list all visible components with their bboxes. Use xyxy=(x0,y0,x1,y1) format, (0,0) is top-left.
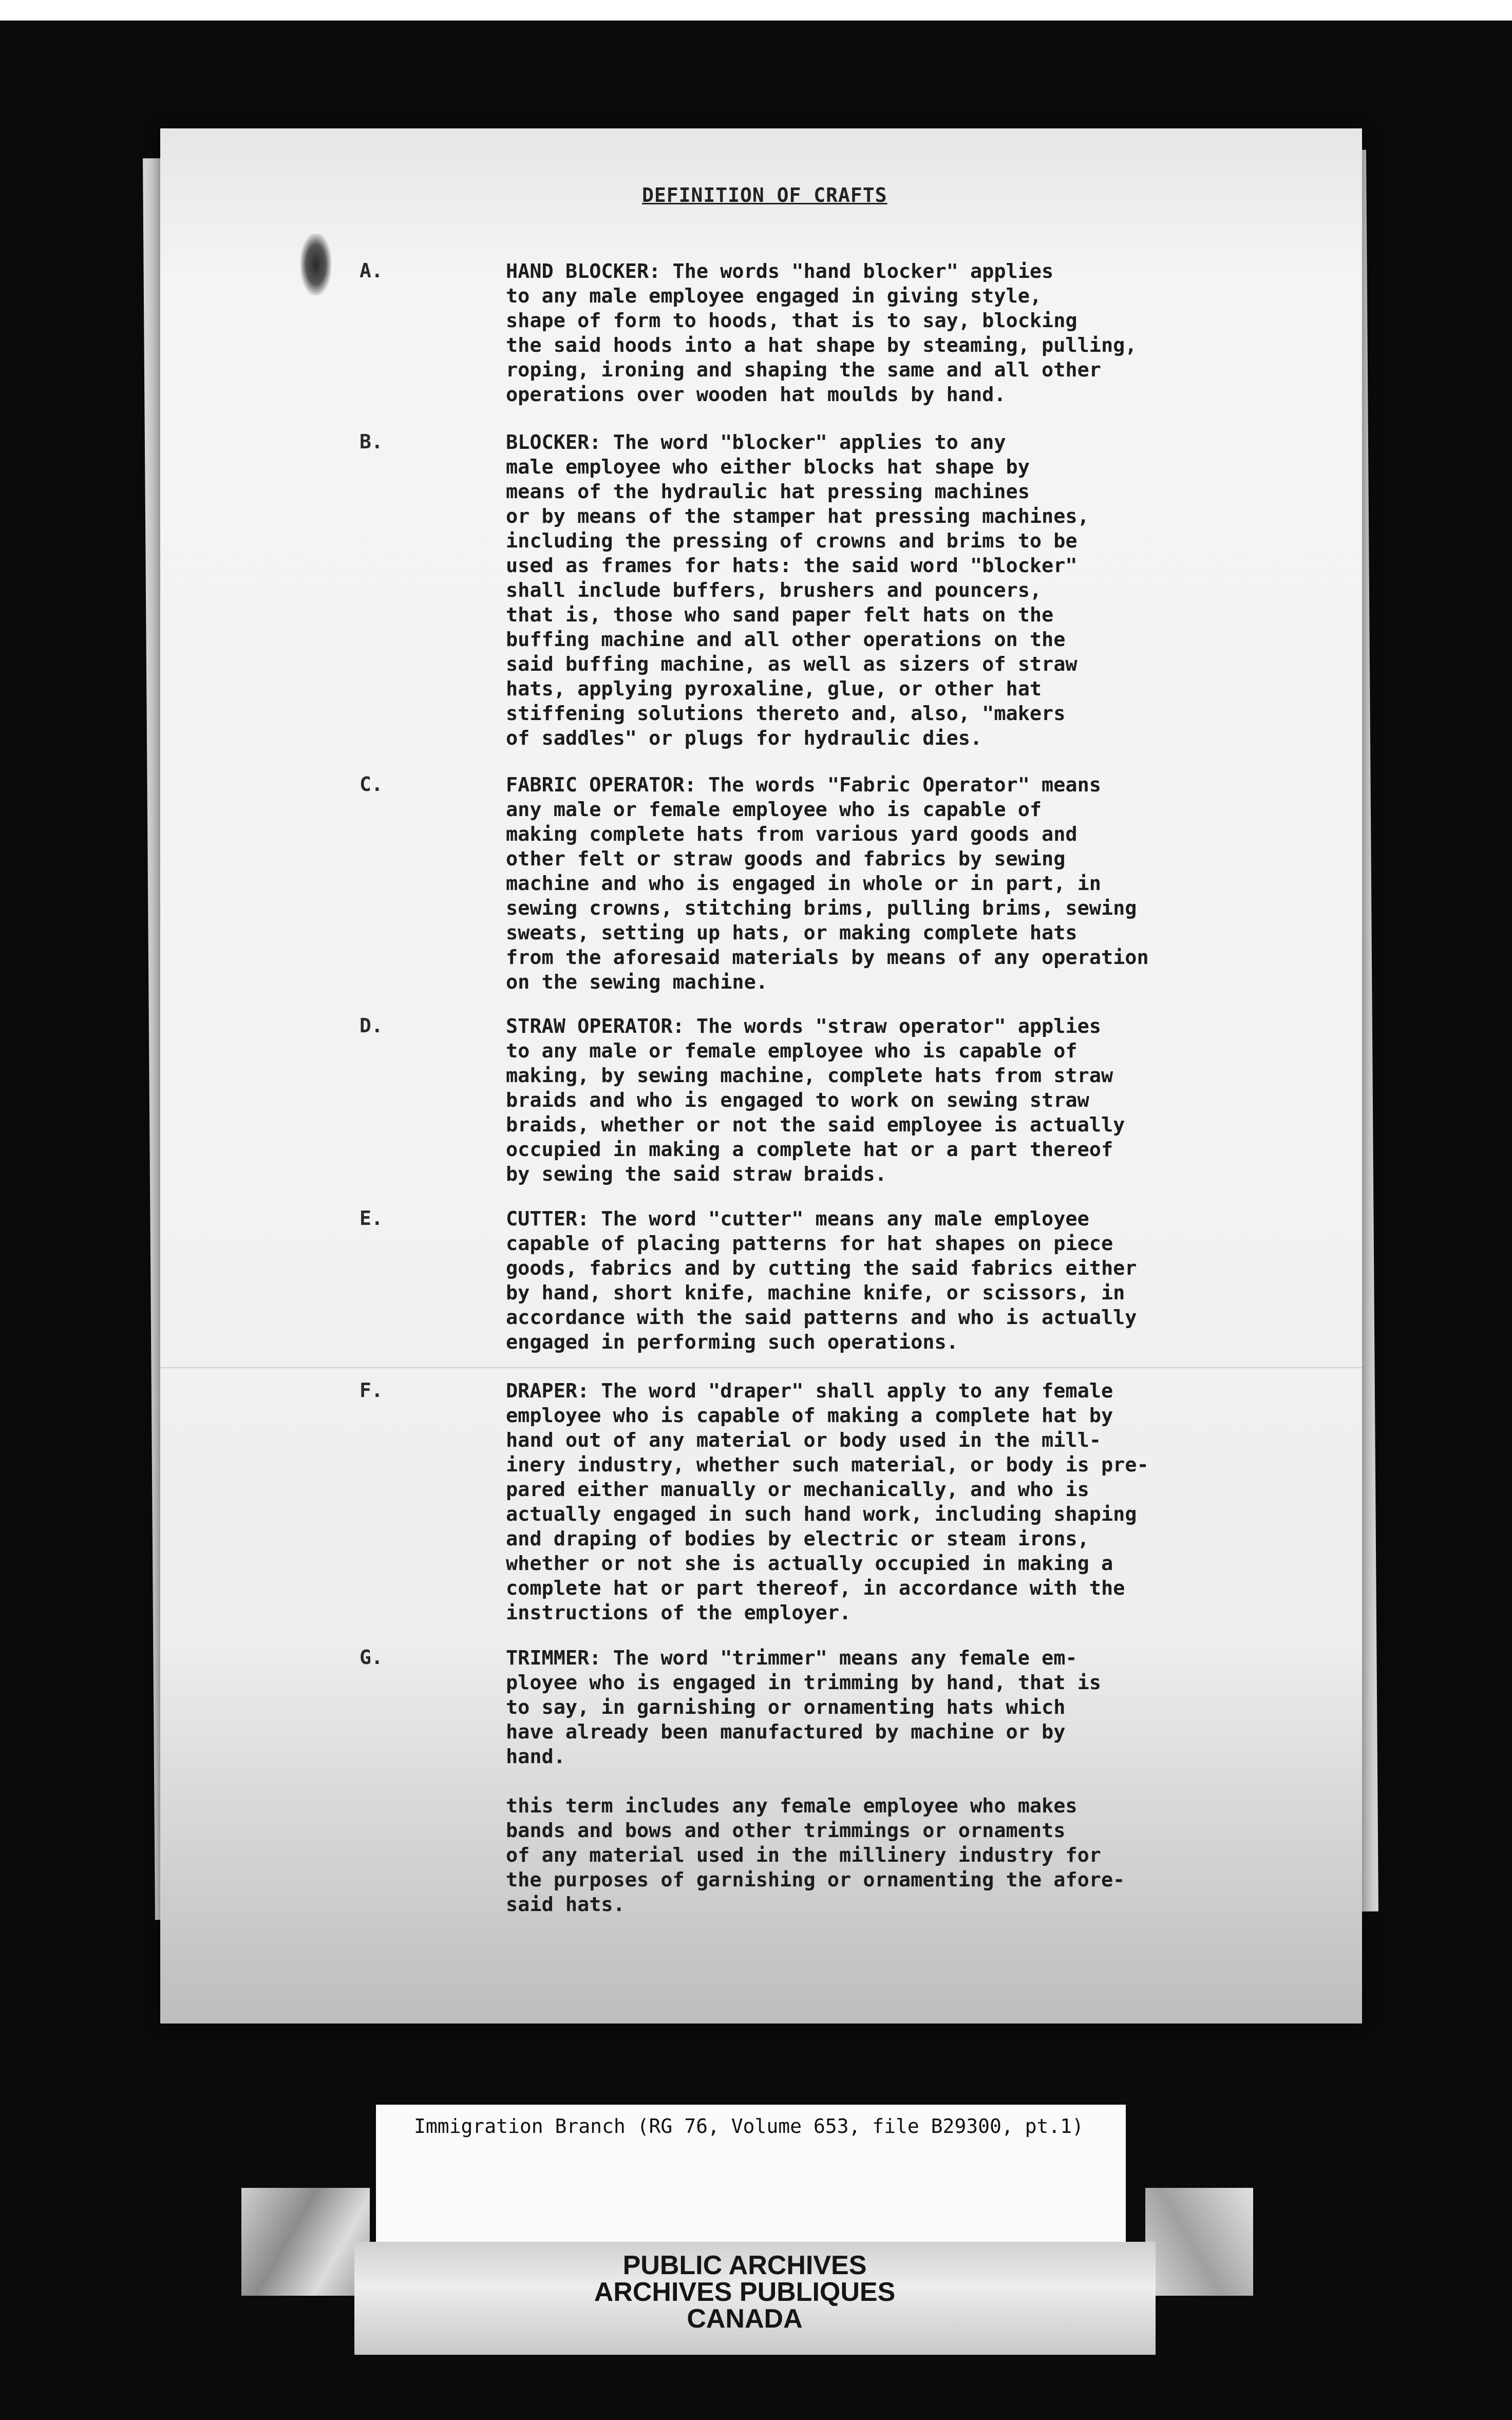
text-line: to say, in garnishing or ornamenting hats which xyxy=(506,1696,1066,1719)
text-line: inery industry, whether such material, or body is pre- xyxy=(506,1453,1149,1477)
text-line: sewing crowns, stitching brims, pulling brims, sewing xyxy=(506,897,1137,920)
section-text xyxy=(506,1014,1199,1187)
text-line: goods, fabrics and by cutting the said fabrics either xyxy=(506,1257,1137,1280)
section-text xyxy=(506,773,1199,995)
text-line: bands and bows and other trimmings or ornaments xyxy=(506,1819,1066,1842)
text-line: whether or not she is actually occupied in making a xyxy=(506,1552,1113,1575)
text-line: employee who is capable of making a complete hat by xyxy=(506,1404,1113,1427)
text-line: this term includes any female employee who makes xyxy=(506,1794,1078,1818)
text-line: actually engaged in such hand work, including shaping xyxy=(506,1503,1137,1526)
text-line: machine and who is engaged in whole or in part, in xyxy=(506,872,1101,895)
page-fold-line xyxy=(160,1367,1362,1368)
text-line: hand. xyxy=(506,1745,565,1768)
text-line: by hand, short knife, machine knife, or scissors, in xyxy=(506,1281,1125,1304)
text-line: and draping of bodies by electric or steam irons, xyxy=(506,1527,1089,1551)
text-line: operations over wooden hat moulds by hand. xyxy=(506,383,1006,406)
text-line xyxy=(506,1769,1199,1794)
text-line: of any material used in the millinery industry for xyxy=(506,1844,1101,1867)
section-letter: F. xyxy=(360,1379,383,1402)
text-line: by sewing the said straw braids. xyxy=(506,1163,887,1186)
text-line: including the pressing of crowns and brims to be xyxy=(506,530,1078,553)
text-line: on the sewing machine. xyxy=(506,971,768,994)
text-line: male employee who either blocks hat shape by xyxy=(506,456,1030,479)
text-line: the said hoods into a hat shape by steaming, pulling, xyxy=(506,334,1137,357)
section-letter: E. xyxy=(360,1207,383,1230)
text-line: roping, ironing and shaping the same and all other xyxy=(506,358,1101,382)
text-line: making, by sewing machine, complete hats from straw xyxy=(506,1064,1113,1087)
section-text xyxy=(506,259,1199,407)
archives-stamp xyxy=(514,2252,976,2332)
text-line: sweats, setting up hats, or making complete hats xyxy=(506,921,1078,944)
text-line: hats, applying pyroxaline, glue, or other hat xyxy=(506,677,1042,701)
text-line: to any male employee engaged in giving style, xyxy=(506,285,1042,308)
text-line: shape of form to hoods, that is to say, blocking xyxy=(506,309,1078,332)
stamp-line: PUBLIC ARCHIVES xyxy=(622,2251,867,2280)
section-text xyxy=(506,1207,1199,1355)
tape-left xyxy=(241,2188,370,2296)
text-line: means of the hydraulic hat pressing machines xyxy=(506,480,1030,503)
section-letter: B. xyxy=(360,430,383,453)
text-line: braids, whether or not the said employee is actually xyxy=(506,1113,1125,1137)
text-line: BLOCKER: The word "blocker" applies to any xyxy=(506,431,1006,454)
text-line: occupied in making a complete hat or a part thereof xyxy=(506,1138,1113,1161)
text-line: any male or female employee who is capable of xyxy=(506,798,1042,821)
text-line: making complete hats from various yard goods and xyxy=(506,823,1078,846)
text-line: DRAPER: The word "draper" shall apply to any female xyxy=(506,1379,1113,1403)
archive-reference: Immigration Branch (RG 76, Volume 653, file B29300, pt.1) xyxy=(414,2115,1084,2138)
text-line: HAND BLOCKER: The words "hand blocker" applies xyxy=(506,260,1054,283)
text-line: to any male or female employee who is capable of xyxy=(506,1039,1078,1063)
text-line: said hats. xyxy=(506,1893,625,1916)
section-text xyxy=(506,1646,1199,1917)
text-line: instructions of the employer. xyxy=(506,1601,852,1624)
section-letter: D. xyxy=(360,1014,383,1037)
paper-clip-mark xyxy=(300,234,331,295)
section-letter: G. xyxy=(360,1646,383,1669)
top-border-strip xyxy=(0,0,1512,21)
text-line: complete hat or part thereof, in accordance with the xyxy=(506,1577,1125,1600)
section-text xyxy=(506,430,1199,751)
text-line: pared either manually or mechanically, and who is xyxy=(506,1478,1089,1501)
text-line: FABRIC OPERATOR: The words "Fabric Operator" means xyxy=(506,773,1101,797)
section-letter: C. xyxy=(360,773,383,796)
text-line: engaged in performing such operations. xyxy=(506,1331,958,1354)
text-line: capable of placing patterns for hat shapes on piece xyxy=(506,1232,1113,1255)
text-line: braids and who is engaged to work on sewing straw xyxy=(506,1089,1089,1112)
text-line: STRAW OPERATOR: The words "straw operator" applies xyxy=(506,1015,1101,1038)
text-line: of saddles" or plugs for hydraulic dies. xyxy=(506,727,982,750)
text-line: other felt or straw goods and fabrics by sewing xyxy=(506,847,1066,871)
document-title: DEFINITION OF CRAFTS xyxy=(642,184,887,206)
tape-right xyxy=(1145,2188,1253,2296)
text-line: have already been manufactured by machine or by xyxy=(506,1721,1066,1744)
text-line: or by means of the stamper hat pressing machines, xyxy=(506,505,1089,528)
text-line: CUTTER: The word "cutter" means any male employee xyxy=(506,1207,1089,1231)
section-letter: A. xyxy=(360,259,383,282)
text-line: shall include buffers, brushers and pouncers, xyxy=(506,579,1042,602)
stamp-line: ARCHIVES PUBLIQUES xyxy=(594,2277,896,2307)
stamp-line: CANADA xyxy=(687,2304,803,2334)
text-line: used as frames for hats: the said word "blocker" xyxy=(506,554,1078,577)
text-line: said buffing machine, as well as sizers of straw xyxy=(506,653,1078,676)
text-line: accordance with the said patterns and who is actually xyxy=(506,1306,1137,1329)
text-line: buffing machine and all other operations on the xyxy=(506,628,1066,651)
text-line: hand out of any material or body used in the mill- xyxy=(506,1429,1101,1452)
text-line: stiffening solutions thereto and, also, "makers xyxy=(506,702,1066,725)
text-line: from the aforesaid materials by means of any operation xyxy=(506,946,1149,969)
section-text xyxy=(506,1379,1199,1625)
text-line: that is, those who sand paper felt hats on the xyxy=(506,603,1054,627)
text-line: the purposes of garnishing or ornamenting the afore- xyxy=(506,1868,1125,1892)
text-line: TRIMMER: The word "trimmer" means any female em- xyxy=(506,1647,1078,1670)
text-line: ployee who is engaged in trimming by hand, that is xyxy=(506,1671,1101,1694)
